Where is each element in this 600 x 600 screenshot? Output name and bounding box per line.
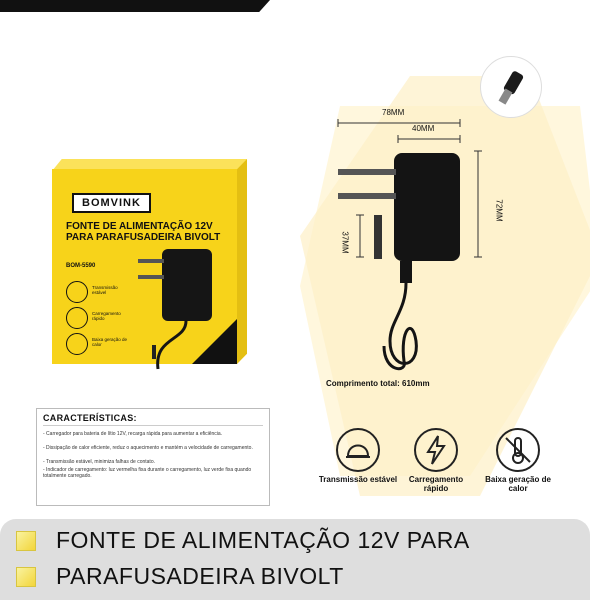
box-feature: Carregamento rápido xyxy=(66,307,136,329)
characteristics-title: CARACTERÍSTICAS: xyxy=(43,413,137,423)
feature-transmission: Transmissão estável xyxy=(318,428,398,484)
caption-panel xyxy=(0,519,590,600)
dc-plug-icon xyxy=(481,57,541,117)
product-box-front xyxy=(52,169,237,364)
top-bar xyxy=(0,0,600,16)
thermometer-icon xyxy=(66,333,88,355)
helmet-icon xyxy=(336,428,380,472)
caption-line xyxy=(16,527,576,555)
feature-low-heat: Baixa geração de calor xyxy=(478,428,558,493)
box-model: BOM-5590 xyxy=(66,263,96,269)
lightning-icon xyxy=(414,428,458,472)
characteristic-item: - Indicador de carregamento: luz vermelha fixa durante o carregamento, luz verde fixa quando totalmente carregado. xyxy=(43,467,252,479)
connector-inset xyxy=(480,56,542,118)
dimension-height-total: 72MM xyxy=(494,199,504,222)
dimension-height-plug: 37MM xyxy=(340,231,350,254)
lightning-icon xyxy=(66,307,88,329)
characteristic-item: - Transmissão estável, minimiza falhas de contato. xyxy=(43,459,155,465)
feature-fast-charge: Carregamento rápido xyxy=(396,428,476,493)
helmet-icon xyxy=(66,281,88,303)
box-feature: Transmissão estável xyxy=(66,281,136,303)
characteristics-card xyxy=(36,408,270,506)
product-image xyxy=(0,16,590,516)
product-box xyxy=(52,159,247,364)
caption-bullet xyxy=(16,567,36,587)
caption-text: PARAFUSADEIRA BIVOLT xyxy=(56,563,344,589)
brand-logo: BOMVINK xyxy=(72,193,151,213)
dimension-width-body: 40MM xyxy=(412,124,435,133)
box-title: FONTE DE ALIMENTAÇÃO 12V PARA PARAFUSADEIRA BIVOLT xyxy=(66,221,221,243)
caption-line xyxy=(16,563,576,591)
caption-bullet xyxy=(16,531,36,551)
caption-text: FONTE DE ALIMENTAÇÃO 12V PARA xyxy=(56,527,470,553)
cable-length: Comprimento total: 610mm xyxy=(326,379,430,388)
characteristic-item: - Dissipação de calor eficiente, reduz o aquecimento e mantém a velocidade de carregamento. xyxy=(43,445,253,451)
characteristic-item: - Carregador para bateria de lítio 12V, recarga rápida para aumentar a eficiência. xyxy=(43,431,223,437)
top-bar-black-tab xyxy=(0,0,270,12)
thermometer-icon xyxy=(496,428,540,472)
dimension-width-total: 78MM xyxy=(382,108,405,117)
box-feature: Baixa geração de calor xyxy=(66,333,136,355)
